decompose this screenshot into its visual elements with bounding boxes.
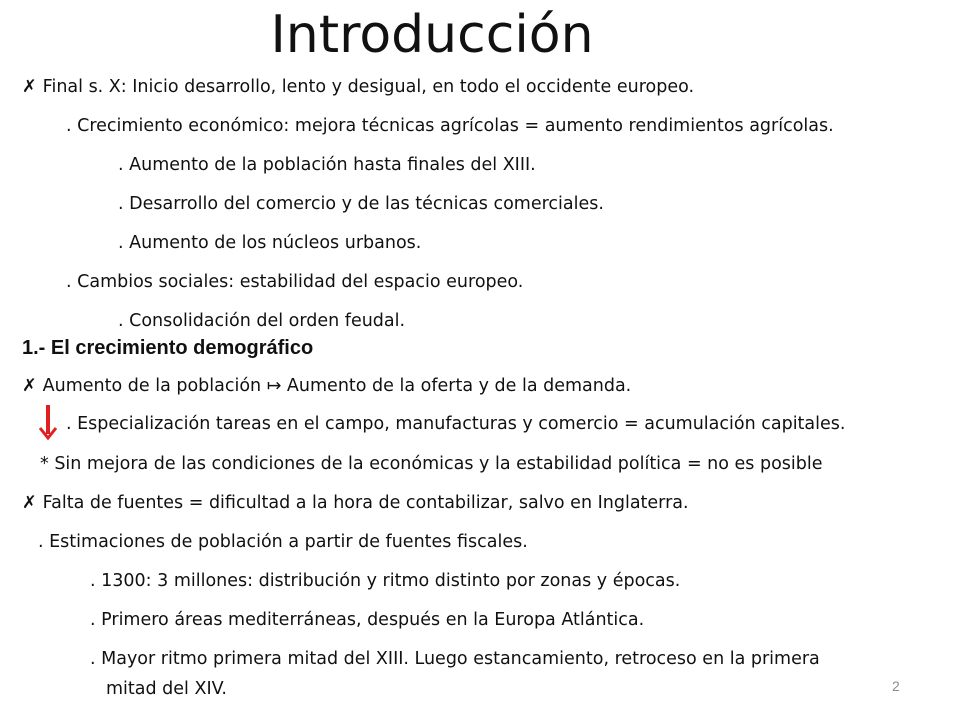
note-line: * Sin mejora de las condiciones de la económicas y la estabilidad política = no es posible <box>40 454 823 474</box>
bullet-line: ✗ Final s. X: Inicio desarrollo, lento y desigual, en todo el occidente europeo. <box>22 77 695 97</box>
cross-bullet-icon: ✗ <box>22 376 37 396</box>
sub-sub-bullet-line: . Aumento de los núcleos urbanos. <box>118 233 422 253</box>
down-arrow-icon <box>38 404 58 442</box>
sub-sub-bullet-continuation: mitad del XIV. <box>106 679 227 699</box>
page-number: 2 <box>892 678 900 694</box>
sub-sub-bullet-line: . Desarrollo del comercio y de las técnicas comerciales. <box>118 194 604 214</box>
sub-sub-bullet-line: . Mayor ritmo primera mitad del XIII. Luego estancamiento, retroceso en la primera <box>90 649 820 669</box>
cross-bullet-icon: ✗ <box>22 493 37 513</box>
cross-bullet-icon: ✗ <box>22 77 37 97</box>
slide-title: Introducción <box>270 5 594 65</box>
sub-bullet-line: . Cambios sociales: estabilidad del espacio europeo. <box>66 272 524 292</box>
bullet-line: ✗ Aumento de la población ↦ Aumento de la oferta y de la demanda. <box>22 376 632 396</box>
bullet-line: ✗ Falta de fuentes = dificultad a la hora de contabilizar, salvo en Inglaterra. <box>22 493 689 513</box>
sub-sub-bullet-line: . Aumento de la población hasta finales del XIII. <box>118 155 536 175</box>
sub-sub-bullet-line: . Consolidación del orden feudal. <box>118 311 406 331</box>
section-heading: 1.- El crecimiento demográfico <box>22 337 314 359</box>
sub-bullet-line: . Especialización tareas en el campo, manufacturas y comercio = acumulación capitales. <box>66 414 846 434</box>
sub-bullet-line: . Estimaciones de población a partir de fuentes fiscales. <box>38 532 528 552</box>
sub-bullet-line: . Crecimiento económico: mejora técnicas agrícolas = aumento rendimientos agrícolas. <box>66 116 834 136</box>
sub-sub-bullet-line: . 1300: 3 millones: distribución y ritmo distinto por zonas y épocas. <box>90 571 681 591</box>
sub-sub-bullet-line: . Primero áreas mediterráneas, después en la Europa Atlántica. <box>90 610 645 630</box>
